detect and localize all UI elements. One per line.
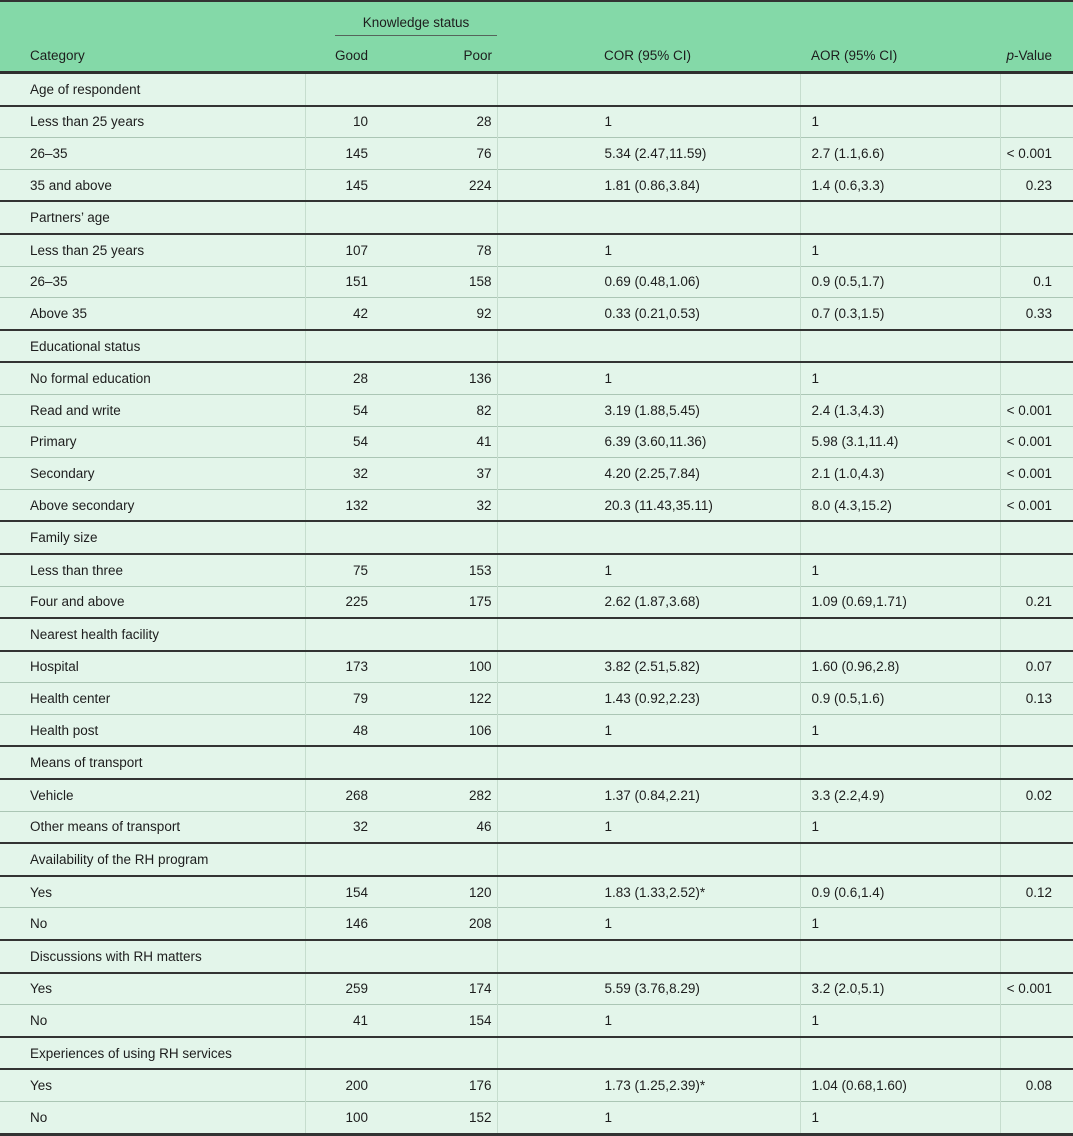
row-category: Health center: [0, 683, 305, 715]
good-count: 259: [305, 973, 375, 1005]
p-value: < 0.001: [1000, 489, 1073, 521]
good-count: 173: [305, 651, 375, 683]
poor-count: 106: [375, 714, 497, 746]
good-count: 132: [305, 489, 375, 521]
section-empty-cell: [800, 201, 1000, 234]
aor-value: 0.7 (0.3,1.5): [800, 298, 1000, 330]
section-empty-cell: [1000, 618, 1073, 651]
section-header-row: [0, 843, 1073, 876]
good-count: 145: [305, 169, 375, 201]
section-empty-cell: [800, 843, 1000, 876]
poor-count: 28: [375, 106, 497, 138]
table-row: [0, 138, 1073, 170]
row-category: Less than 25 years: [0, 234, 305, 266]
row-category: 26–35: [0, 266, 305, 298]
poor-count: 176: [375, 1069, 497, 1101]
good-column-header: Good: [305, 36, 375, 73]
aor-value: 0.9 (0.6,1.4): [800, 876, 1000, 908]
section-header-row: [0, 201, 1073, 234]
p-value: [1000, 714, 1073, 746]
p-value: 0.02: [1000, 779, 1073, 811]
section-empty-cell: [497, 843, 800, 876]
poor-count: 32: [375, 489, 497, 521]
poor-count: 153: [375, 554, 497, 586]
table-row: [0, 1102, 1073, 1135]
poor-count: 41: [375, 426, 497, 458]
section-empty-cell: [305, 618, 375, 651]
p-value: [1000, 234, 1073, 266]
aor-value: 1: [800, 811, 1000, 843]
section-title: Nearest health facility: [0, 618, 305, 651]
section-empty-cell: [497, 73, 800, 106]
section-header-row: [0, 73, 1073, 106]
poor-count: 76: [375, 138, 497, 170]
table-header: [0, 1, 1073, 73]
section-empty-cell: [800, 1037, 1000, 1070]
knowledge-status-group-header: [305, 1, 497, 36]
cor-value: 6.39 (3.60,11.36): [497, 426, 800, 458]
good-count: 100: [305, 1102, 375, 1135]
p-value: [1000, 1102, 1073, 1135]
good-count: 75: [305, 554, 375, 586]
header-spacer: [1000, 1, 1073, 36]
cor-value: 0.33 (0.21,0.53): [497, 298, 800, 330]
section-empty-cell: [375, 330, 497, 363]
table-body: [0, 73, 1073, 1135]
header-row-group: [0, 1, 1073, 36]
cor-value: 1.73 (1.25,2.39)*: [497, 1069, 800, 1101]
table-row: [0, 779, 1073, 811]
cor-value: 2.62 (1.87,3.68): [497, 586, 800, 618]
section-empty-cell: [1000, 201, 1073, 234]
poor-count: 120: [375, 876, 497, 908]
p-value: 0.33: [1000, 298, 1073, 330]
category-column-header: Category: [0, 36, 305, 73]
header-row-columns: [0, 36, 1073, 73]
aor-value: 0.9 (0.5,1.6): [800, 683, 1000, 715]
aor-value: 0.9 (0.5,1.7): [800, 266, 1000, 298]
good-count: 154: [305, 876, 375, 908]
section-empty-cell: [375, 1037, 497, 1070]
cor-value: 1.83 (1.33,2.52)*: [497, 876, 800, 908]
section-title: Educational status: [0, 330, 305, 363]
section-empty-cell: [375, 940, 497, 973]
row-category: Health post: [0, 714, 305, 746]
section-empty-cell: [1000, 73, 1073, 106]
section-empty-cell: [305, 73, 375, 106]
cor-value: 1.81 (0.86,3.84): [497, 169, 800, 201]
good-count: 32: [305, 458, 375, 490]
knowledge-status-label: Knowledge status: [335, 15, 497, 36]
aor-column-header: AOR (95% CI): [800, 36, 1000, 73]
aor-value: 1: [800, 362, 1000, 394]
aor-value: 1: [800, 234, 1000, 266]
section-empty-cell: [375, 746, 497, 779]
poor-count: 224: [375, 169, 497, 201]
row-category: Four and above: [0, 586, 305, 618]
aor-value: 1.09 (0.69,1.71): [800, 586, 1000, 618]
good-count: 28: [305, 362, 375, 394]
section-empty-cell: [375, 521, 497, 554]
table-row: [0, 106, 1073, 138]
aor-value: 1.60 (0.96,2.8): [800, 651, 1000, 683]
section-title: Family size: [0, 521, 305, 554]
poor-count: 78: [375, 234, 497, 266]
row-category: 35 and above: [0, 169, 305, 201]
table-row: [0, 266, 1073, 298]
cor-value: 1.37 (0.84,2.21): [497, 779, 800, 811]
cor-value: 1: [497, 811, 800, 843]
good-count: 225: [305, 586, 375, 618]
p-value: < 0.001: [1000, 426, 1073, 458]
row-category: Other means of transport: [0, 811, 305, 843]
cor-value: 1: [497, 1005, 800, 1037]
cor-value: 1: [497, 1102, 800, 1135]
section-empty-cell: [497, 1037, 800, 1070]
section-header-row: [0, 940, 1073, 973]
row-category: Vehicle: [0, 779, 305, 811]
section-empty-cell: [1000, 843, 1073, 876]
poor-count: 46: [375, 811, 497, 843]
aor-value: 8.0 (4.3,15.2): [800, 489, 1000, 521]
p-value: 0.21: [1000, 586, 1073, 618]
section-empty-cell: [305, 1037, 375, 1070]
cor-value: 1: [497, 908, 800, 940]
p-value: 0.08: [1000, 1069, 1073, 1101]
table-row: [0, 234, 1073, 266]
good-count: 79: [305, 683, 375, 715]
section-empty-cell: [375, 618, 497, 651]
good-count: 145: [305, 138, 375, 170]
cor-value: 3.82 (2.51,5.82): [497, 651, 800, 683]
poor-count: 282: [375, 779, 497, 811]
p-value: [1000, 811, 1073, 843]
poor-count: 82: [375, 394, 497, 426]
aor-value: 1: [800, 1102, 1000, 1135]
good-count: 200: [305, 1069, 375, 1101]
table-row: [0, 714, 1073, 746]
aor-value: 2.4 (1.3,4.3): [800, 394, 1000, 426]
poor-count: 37: [375, 458, 497, 490]
aor-value: 1.4 (0.6,3.3): [800, 169, 1000, 201]
section-title: Age of respondent: [0, 73, 305, 106]
cor-value: 1: [497, 106, 800, 138]
p-value: [1000, 362, 1073, 394]
row-category: Yes: [0, 1069, 305, 1101]
p-value: [1000, 908, 1073, 940]
section-empty-cell: [375, 73, 497, 106]
cor-value: 5.59 (3.76,8.29): [497, 973, 800, 1005]
p-value: [1000, 106, 1073, 138]
table-row: [0, 169, 1073, 201]
table-row: [0, 394, 1073, 426]
section-empty-cell: [497, 618, 800, 651]
good-count: 54: [305, 394, 375, 426]
p-value: 0.23: [1000, 169, 1073, 201]
good-count: 268: [305, 779, 375, 811]
p-value: [1000, 1005, 1073, 1037]
cor-value: 4.20 (2.25,7.84): [497, 458, 800, 490]
aor-value: 2.1 (1.0,4.3): [800, 458, 1000, 490]
good-count: 151: [305, 266, 375, 298]
poor-count: 158: [375, 266, 497, 298]
cor-value: 3.19 (1.88,5.45): [497, 394, 800, 426]
section-header-row: [0, 746, 1073, 779]
cor-value: 20.3 (11.43,35.11): [497, 489, 800, 521]
section-empty-cell: [305, 746, 375, 779]
aor-value: 1: [800, 714, 1000, 746]
section-empty-cell: [1000, 746, 1073, 779]
good-count: 48: [305, 714, 375, 746]
row-category: No formal education: [0, 362, 305, 394]
aor-value: 1: [800, 1005, 1000, 1037]
row-category: Above 35: [0, 298, 305, 330]
section-empty-cell: [305, 201, 375, 234]
good-count: 146: [305, 908, 375, 940]
section-title: Means of transport: [0, 746, 305, 779]
section-empty-cell: [305, 940, 375, 973]
poor-count: 100: [375, 651, 497, 683]
cor-value: 1.43 (0.92,2.23): [497, 683, 800, 715]
table-row: [0, 362, 1073, 394]
section-title: Experiences of using RH services: [0, 1037, 305, 1070]
p-value: 0.1: [1000, 266, 1073, 298]
good-count: 10: [305, 106, 375, 138]
section-empty-cell: [305, 521, 375, 554]
aor-value: 2.7 (1.1,6.6): [800, 138, 1000, 170]
aor-value: 1: [800, 554, 1000, 586]
aor-value: 3.3 (2.2,4.9): [800, 779, 1000, 811]
cor-value: 0.69 (0.48,1.06): [497, 266, 800, 298]
table-row: [0, 651, 1073, 683]
row-category: Less than 25 years: [0, 106, 305, 138]
section-header-row: [0, 330, 1073, 363]
section-empty-cell: [305, 330, 375, 363]
poor-count: 174: [375, 973, 497, 1005]
section-header-row: [0, 1037, 1073, 1070]
table-row: [0, 973, 1073, 1005]
section-empty-cell: [800, 521, 1000, 554]
cor-value: 1: [497, 554, 800, 586]
table-row: [0, 876, 1073, 908]
header-spacer: [497, 1, 800, 36]
cor-column-header: COR (95% CI): [497, 36, 800, 73]
section-empty-cell: [800, 746, 1000, 779]
p-value: 0.07: [1000, 651, 1073, 683]
table-row: [0, 554, 1073, 586]
section-empty-cell: [497, 746, 800, 779]
poor-count: 152: [375, 1102, 497, 1135]
section-empty-cell: [497, 940, 800, 973]
cor-value: 1: [497, 362, 800, 394]
section-empty-cell: [1000, 330, 1073, 363]
section-title: Discussions with RH matters: [0, 940, 305, 973]
p-value-rest: -Value: [1013, 48, 1053, 63]
section-empty-cell: [800, 940, 1000, 973]
good-count: 107: [305, 234, 375, 266]
p-value: < 0.001: [1000, 973, 1073, 1005]
table-row: [0, 298, 1073, 330]
good-count: 41: [305, 1005, 375, 1037]
header-spacer: [800, 1, 1000, 36]
row-category: Less than three: [0, 554, 305, 586]
row-category: Yes: [0, 876, 305, 908]
section-empty-cell: [1000, 521, 1073, 554]
p-value: [1000, 554, 1073, 586]
section-empty-cell: [497, 521, 800, 554]
section-empty-cell: [1000, 1037, 1073, 1070]
table-row: [0, 683, 1073, 715]
row-category: No: [0, 908, 305, 940]
row-category: Secondary: [0, 458, 305, 490]
row-category: Above secondary: [0, 489, 305, 521]
row-category: No: [0, 1005, 305, 1037]
poor-count: 154: [375, 1005, 497, 1037]
poor-count: 136: [375, 362, 497, 394]
row-category: Primary: [0, 426, 305, 458]
poor-column-header: Poor: [375, 36, 497, 73]
cor-value: 1: [497, 714, 800, 746]
p-value: < 0.001: [1000, 394, 1073, 426]
aor-value: 3.2 (2.0,5.1): [800, 973, 1000, 1005]
section-empty-cell: [800, 618, 1000, 651]
section-header-row: [0, 618, 1073, 651]
section-empty-cell: [305, 843, 375, 876]
row-category: 26–35: [0, 138, 305, 170]
table-row: [0, 426, 1073, 458]
section-title: Partners’ age: [0, 201, 305, 234]
row-category: Read and write: [0, 394, 305, 426]
p-value: < 0.001: [1000, 138, 1073, 170]
row-category: Hospital: [0, 651, 305, 683]
section-empty-cell: [800, 73, 1000, 106]
good-count: 32: [305, 811, 375, 843]
poor-count: 175: [375, 586, 497, 618]
section-title: Availability of the RH program: [0, 843, 305, 876]
table-row: [0, 1005, 1073, 1037]
p-value: 0.13: [1000, 683, 1073, 715]
p-value-italic-p: p: [1006, 48, 1014, 63]
row-category: No: [0, 1102, 305, 1135]
table-row: [0, 489, 1073, 521]
good-count: 42: [305, 298, 375, 330]
table-row: [0, 458, 1073, 490]
section-empty-cell: [375, 201, 497, 234]
table-row: [0, 908, 1073, 940]
table-row: [0, 586, 1073, 618]
poor-count: 208: [375, 908, 497, 940]
cor-value: 5.34 (2.47,11.59): [497, 138, 800, 170]
section-empty-cell: [375, 843, 497, 876]
aor-value: 1: [800, 908, 1000, 940]
cor-value: 1: [497, 234, 800, 266]
row-category: Yes: [0, 973, 305, 1005]
p-value: < 0.001: [1000, 458, 1073, 490]
section-empty-cell: [1000, 940, 1073, 973]
section-empty-cell: [497, 330, 800, 363]
table-row: [0, 811, 1073, 843]
section-header-row: [0, 521, 1073, 554]
poor-count: 122: [375, 683, 497, 715]
p-value: 0.12: [1000, 876, 1073, 908]
good-count: 54: [305, 426, 375, 458]
aor-value: 1: [800, 106, 1000, 138]
header-spacer: [0, 1, 305, 36]
poor-count: 92: [375, 298, 497, 330]
aor-value: 5.98 (3.1,11.4): [800, 426, 1000, 458]
table-row: [0, 1069, 1073, 1101]
p-value-column-header: [1000, 36, 1073, 73]
aor-value: 1.04 (0.68,1.60): [800, 1069, 1000, 1101]
section-empty-cell: [497, 201, 800, 234]
section-empty-cell: [800, 330, 1000, 363]
